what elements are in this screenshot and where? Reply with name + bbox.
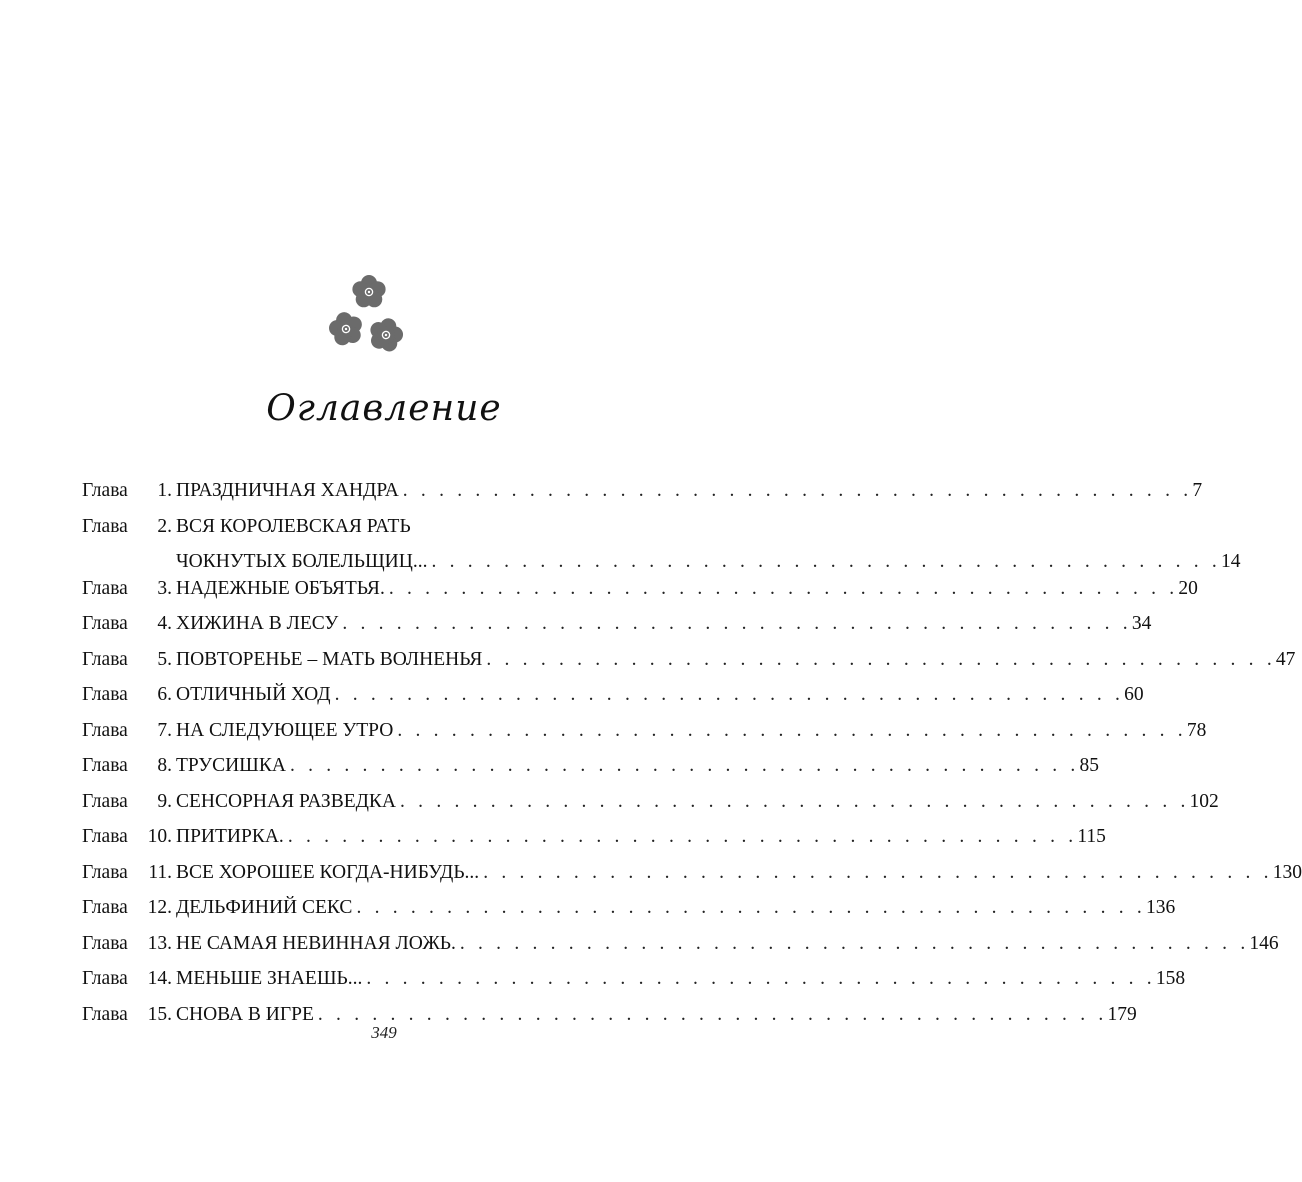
toc-entry xyxy=(82,576,1198,612)
chapter-number: 7. xyxy=(157,719,172,741)
chapter-title-line xyxy=(176,895,1176,921)
chapter-title: ПРИТИРКА. xyxy=(176,826,284,847)
page-ref: 34 xyxy=(1131,613,1152,634)
page-ref: 179 xyxy=(1107,1003,1137,1025)
page-ref: 47 xyxy=(1275,648,1296,670)
toc-entry xyxy=(82,682,1144,718)
chapter-title-line xyxy=(176,647,1296,673)
flower-top-icon xyxy=(352,275,385,307)
flower-left-icon xyxy=(326,309,365,347)
chapter-title: НЕ САМАЯ НЕВИННАЯ ЛОЖЬ. xyxy=(176,932,456,954)
chapter-title: ПРАЗДНИЧНАЯ ХАНДРА xyxy=(176,480,399,501)
chapter-word: Глава xyxy=(82,577,128,599)
chapter-title: СЕНСОРНАЯ РАЗВЕДКА xyxy=(176,790,397,812)
chapter-word: Глава xyxy=(82,968,128,989)
chapter-number: 13. xyxy=(147,932,172,954)
chapter-word: Глава xyxy=(82,755,128,776)
toc-entry xyxy=(82,478,1203,514)
page-ref: 85 xyxy=(1079,755,1099,776)
table-of-contents xyxy=(82,478,1302,1037)
chapter-number: 6. xyxy=(157,684,172,705)
chapter-title: НАДЕЖНЫЕ ОБЪЯТЬЯ. xyxy=(176,577,385,599)
chapter-title: ТРУСИШКА xyxy=(176,755,286,776)
dot-leader: . . . . . . . . . . . . . . . . . . . . . . . . . . . . . . . . . . . . . . . . . . . . xyxy=(356,897,1146,918)
chapter-title-line xyxy=(176,966,1186,992)
chapter-title-line xyxy=(176,576,1198,602)
chapter-title: ХИЖИНА В ЛЕСУ xyxy=(176,613,339,634)
chapter-word: Глава xyxy=(82,1003,128,1025)
chapter-title: ПОВТОРЕНЬЕ – МАТЬ ВОЛНЕНЬЯ xyxy=(176,648,483,670)
dot-leader: . . . . . . . . . . . . . . . . . . . . . . . . . . . . . . . . . . . . . . . . . . . . xyxy=(397,719,1187,741)
toc-entry xyxy=(82,753,1099,789)
chapter-number: 1. xyxy=(157,480,172,501)
page-ref: 102 xyxy=(1189,790,1219,812)
chapter-title: МЕНЬШЕ ЗНАЕШЬ... xyxy=(176,968,363,989)
page-ref: 136 xyxy=(1145,897,1176,918)
chapter-title: ДЕЛЬФИНИЙ СЕКС xyxy=(176,897,353,918)
dot-leader: . . . . . . . . . . . . . . . . . . . . . . . . . . . . . . . . . . . . . . . . . . . . xyxy=(402,480,1193,501)
chapter-word: Глава xyxy=(82,719,128,741)
chapter-word: Глава xyxy=(82,932,128,954)
flower-right-icon xyxy=(366,314,406,354)
chapter-title: ЧОКНУТЫХ БОЛЕЛЬЩИЦ... xyxy=(176,550,428,572)
page-ref: 158 xyxy=(1155,968,1186,989)
page-ref: 78 xyxy=(1186,719,1207,741)
chapter-number: 2. xyxy=(157,515,172,537)
chapter-title: ВСЕ ХОРОШЕЕ КОГДА-НИБУДЬ... xyxy=(176,861,480,883)
toc-entry xyxy=(82,514,1241,576)
dot-leader: . . . . . . . . . . . . . . . . . . . . . . . . . . . . . . . . . . . . . . . . . . . . xyxy=(486,648,1276,670)
page-ref: 20 xyxy=(1178,577,1198,599)
toc-entry xyxy=(82,966,1186,1002)
page-ref: 115 xyxy=(1077,826,1106,847)
chapter-title-line xyxy=(176,789,1219,815)
toc-title: Оглавление xyxy=(266,388,502,429)
chapter-number: 15. xyxy=(147,1003,172,1025)
dot-leader: . . . . . . . . . . . . . . . . . . . . . . . . . . . . . . . . . . . . . . . . . . . . xyxy=(366,968,1156,989)
chapter-title-line xyxy=(176,478,1203,504)
toc-entry xyxy=(82,931,1279,967)
chapter-title: ОТЛИЧНЫЙ ХОД xyxy=(176,684,331,705)
chapter-title: СНОВА В ИГРЕ xyxy=(176,1003,314,1025)
chapter-number: 4. xyxy=(157,613,172,634)
page-ref: 146 xyxy=(1249,932,1279,954)
chapter-number: 3. xyxy=(157,577,172,599)
page-number: 349 xyxy=(371,1023,397,1042)
chapter-word: Глава xyxy=(82,515,128,537)
chapter-title-line xyxy=(176,514,650,540)
chapter-word: Глава xyxy=(82,613,128,634)
chapter-word: Глава xyxy=(82,861,128,883)
chapter-title-line xyxy=(176,718,1207,744)
toc-entry xyxy=(82,611,1152,647)
chapter-title-line xyxy=(176,611,1152,637)
chapter-number: 11. xyxy=(148,861,172,883)
chapter-word: Глава xyxy=(82,897,128,918)
chapter-title-line xyxy=(176,549,1241,575)
chapter-number: 9. xyxy=(157,790,172,812)
chapter-word: Глава xyxy=(82,684,128,705)
dot-leader: . . . . . . . . . . . . . . . . . . . . . . . . . . . . . . . . . . . . . . . . . . . . xyxy=(431,550,1221,572)
dot-leader: . . . . . . . . . . . . . . . . . . . . . . . . . . . . . . . . . . . . . . . . . . . . xyxy=(388,577,1179,599)
chapter-number: 8. xyxy=(157,755,172,776)
dot-leader: . . . . . . . . . . . . . . . . . . . . . . . . . . . . . . . . . . . . . . . . . . . . xyxy=(289,755,1080,776)
page-ref: 60 xyxy=(1124,684,1144,705)
chapter-title: НА СЛЕДУЮЩЕЕ УТРО xyxy=(176,719,394,741)
chapter-title: ВСЯ КОРОЛЕВСКАЯ РАТЬ xyxy=(176,515,411,537)
chapter-number: 12. xyxy=(147,897,172,918)
chapter-title-line xyxy=(176,860,1302,886)
toc-entry xyxy=(82,647,1296,683)
chapter-title-line xyxy=(176,682,1144,708)
dot-leader: . . . . . . . . . . . . . . . . . . . . . . . . . . . . . . . . . . . . . . . . . . . . xyxy=(287,826,1078,847)
dot-leader: . . . . . . . . . . . . . . . . . . . . . . . . . . . . . . . . . . . . . . . . . . . . xyxy=(334,684,1125,705)
chapter-word: Глава xyxy=(82,826,128,847)
page-ref: 7 xyxy=(1192,480,1203,501)
dot-leader: . . . . . . . . . . . . . . . . . . . . . . . . . . . . . . . . . . . . . . . . . . . . xyxy=(317,1003,1108,1025)
three-flowers-ornament-icon xyxy=(325,268,410,360)
page-ref: 130 xyxy=(1272,861,1302,883)
toc-entry xyxy=(82,895,1176,931)
dot-leader: . . . . . . . . . . . . . . . . . . . . . . . . . . . . . . . . . . . . . . . . . . . . xyxy=(400,790,1190,812)
chapter-number: 5. xyxy=(157,648,172,670)
chapter-word: Глава xyxy=(82,480,128,501)
chapter-word: Глава xyxy=(82,648,128,670)
chapter-title-line xyxy=(176,753,1099,779)
dot-leader: . . . . . . . . . . . . . . . . . . . . . . . . . . . . . . . . . . . . . . . . . . . . xyxy=(459,932,1250,954)
toc-entry xyxy=(82,718,1207,754)
dot-leader: . . . . . . . . . . . . . . . . . . . . . . . . . . . . . . . . . . . . . . . . . . . . xyxy=(342,613,1132,634)
chapter-word: Глава xyxy=(82,790,128,812)
chapter-number: 10. xyxy=(147,826,172,847)
toc-entry xyxy=(82,824,1106,860)
toc-entry xyxy=(82,860,1302,896)
dot-leader: . . . . . . . . . . . . . . . . . . . . . . . . . . . . . . . . . . . . . . . . . . . . xyxy=(483,861,1273,883)
chapter-title-line xyxy=(176,931,1279,957)
toc-entry xyxy=(82,789,1219,825)
chapter-number: 14. xyxy=(147,968,172,989)
page-ref: 14 xyxy=(1221,550,1241,572)
chapter-title-line xyxy=(176,824,1106,850)
